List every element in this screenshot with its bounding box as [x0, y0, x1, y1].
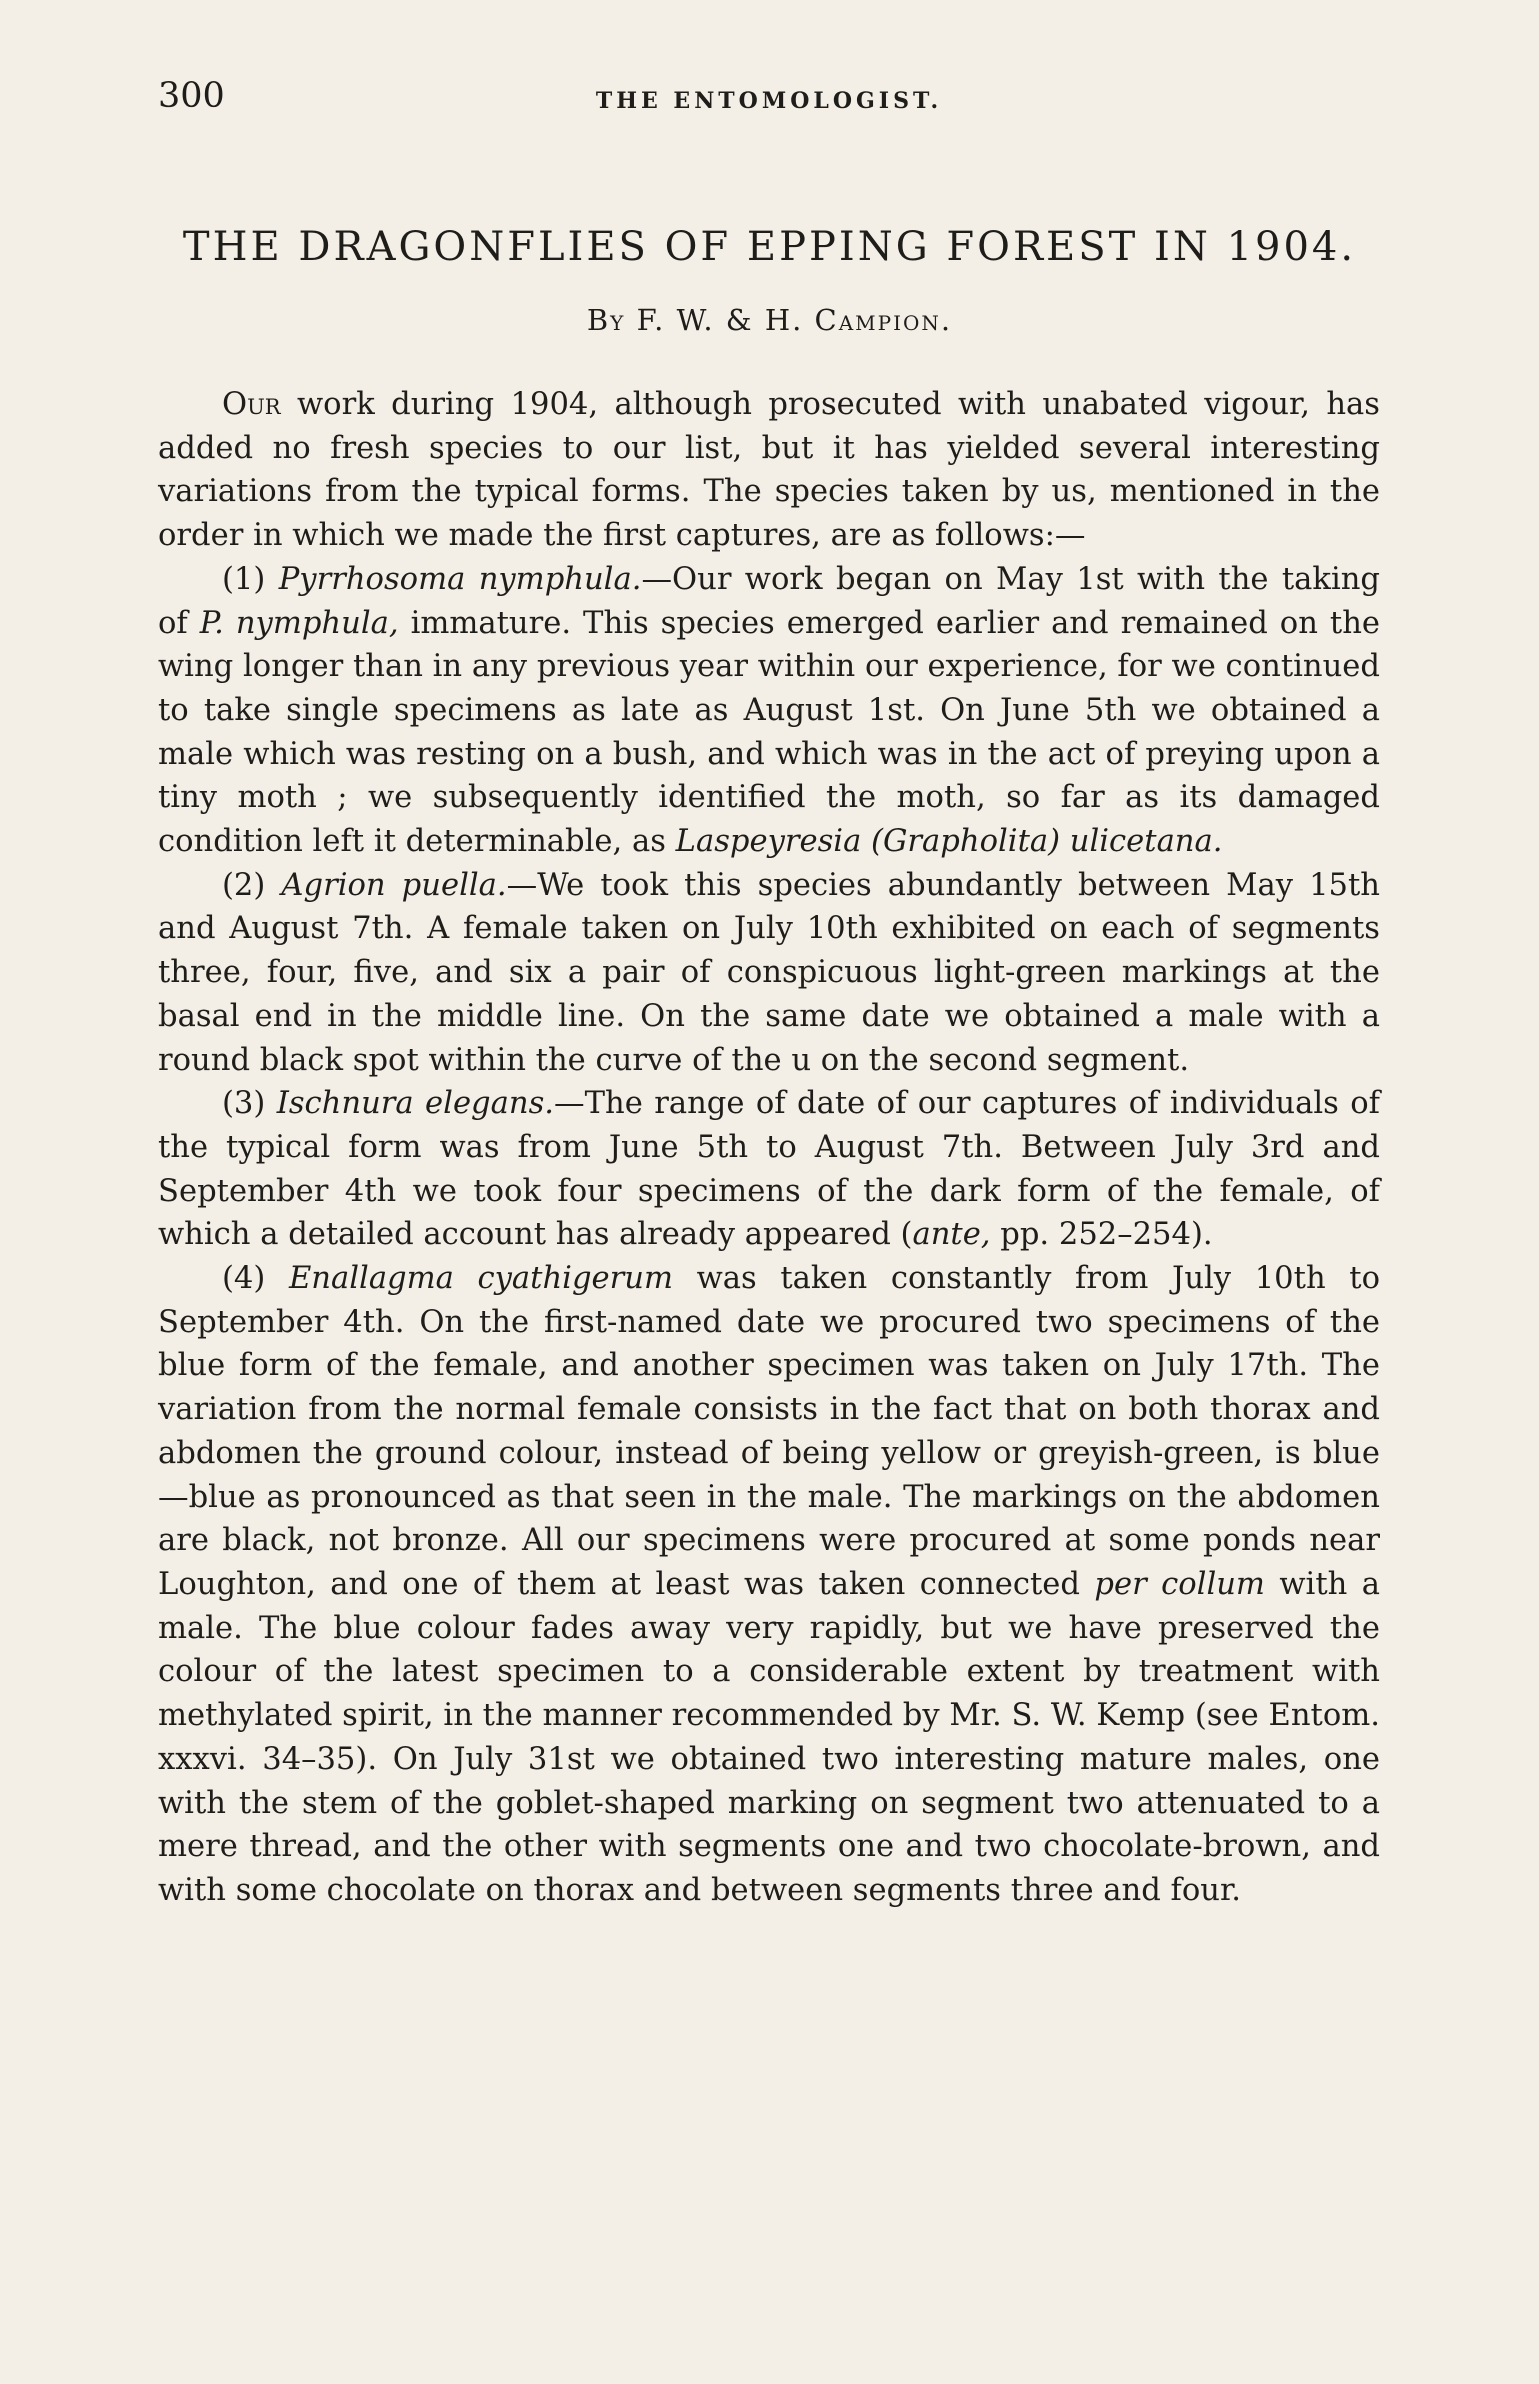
- lead-word: Our: [222, 387, 281, 422]
- entry-text: pp. 252–254).: [990, 1217, 1213, 1253]
- entry-text: immature. This species emerged earlier and remained on the wing longer than in any previous year within our experience, for we continued to take single specimens as late as August 1st. On June 5th we obtained a male which was resting on a bush, and which was in the act of preying upon a tiny moth ; we subsequently identified the moth, so far as its damaged condition left it determinable, as: [158, 605, 1380, 860]
- entry-number: (1): [222, 561, 279, 597]
- journal-title: THE ENTOMOLOGIST.: [595, 88, 943, 114]
- intro-text: work during 1904, although prosecuted with unabated vigour, has added no fresh species to our list, but it has yielded several interesting variations from the typical forms. The species taken by us, mentioned in the order in which we made the first captures, are as follows:—: [158, 387, 1380, 554]
- article-title: THE DRAGONFLIES OF EPPING FOREST IN 1904.: [182, 224, 1357, 270]
- entry-number: (2): [222, 867, 282, 903]
- italic-term: ante,: [912, 1217, 991, 1253]
- species-name: Enallagma cyathigerum: [288, 1261, 673, 1297]
- entry-text: —The range of date of our captures of individuals of the typical form was from June 5th to August 7th. Between July 3rd and September 4th we took four specimens of the dark form of the female, of which a detailed account has already appeared (: [158, 1086, 1380, 1253]
- entry-text: —Our work began on May 1st with the taking of: [158, 561, 1381, 641]
- running-head: [158, 70, 1380, 130]
- entry-number: (3): [222, 1086, 277, 1122]
- entry-text: —We took this species abundantly between May 15th and August 7th. A female taken on July 10th exhibited on each of segments three, four, five, and six a pair of conspicuous light-green markings at the basal end in the middle line. On the same date we obtained a male with a round black spot within the curve of the u on the second segment.: [158, 867, 1380, 1078]
- italic-term: P. nymphula,: [199, 605, 399, 641]
- species-name: Agrion puella.: [281, 867, 507, 903]
- italic-term: per collum: [1094, 1566, 1265, 1602]
- page-number: 300: [158, 76, 225, 116]
- entry-number: (4): [222, 1261, 289, 1297]
- entry-paragraph: [158, 864, 1380, 1083]
- byline: By F. W. & H. Campion.: [586, 303, 953, 337]
- article-body: [158, 383, 1380, 1913]
- entry-text: was taken constantly from July 10th to September 4th. On the first-named date we procured two specimens of the blue form of the female, and another specimen was taken on July 17th. The variation from the normal female consists in the fact that on both thorax and abdomen the ground colour, instead of being yellow or greyish-green, is blue —blue as pronounced as that seen in the male. The markings on the abdomen are black, not bronze. All our specimens were procured at some ponds near Loughton, and one of them at least was taken connected: [158, 1261, 1380, 1602]
- species-name: Ischnura elegans.: [276, 1086, 554, 1122]
- entry-paragraph: [158, 1082, 1380, 1257]
- species-name: Pyrrhosoma nymphula.: [278, 561, 642, 597]
- intro-paragraph: [158, 383, 1380, 558]
- entry-paragraph: [158, 1257, 1380, 1913]
- entry-paragraph: [158, 558, 1380, 864]
- italic-term: Laspeyresia (Grapholita) ulicetana.: [675, 824, 1223, 860]
- entry-text: with a male. The blue colour fades away very rapidly, but we have preserved the colour of the latest specimen to a considerable extent by treatment with methylated spirit, in the manner recommended by Mr. S. W. Kemp (see Entom. xxxvi. 34–35). On July 31st we obtained two interesting mature males, one with the stem of the goblet-shaped marking on segment two attenuated to a mere thread, and the other with segments one and two chocolate-brown, and with some chocolate on thorax and between segments three and four.: [158, 1566, 1380, 1908]
